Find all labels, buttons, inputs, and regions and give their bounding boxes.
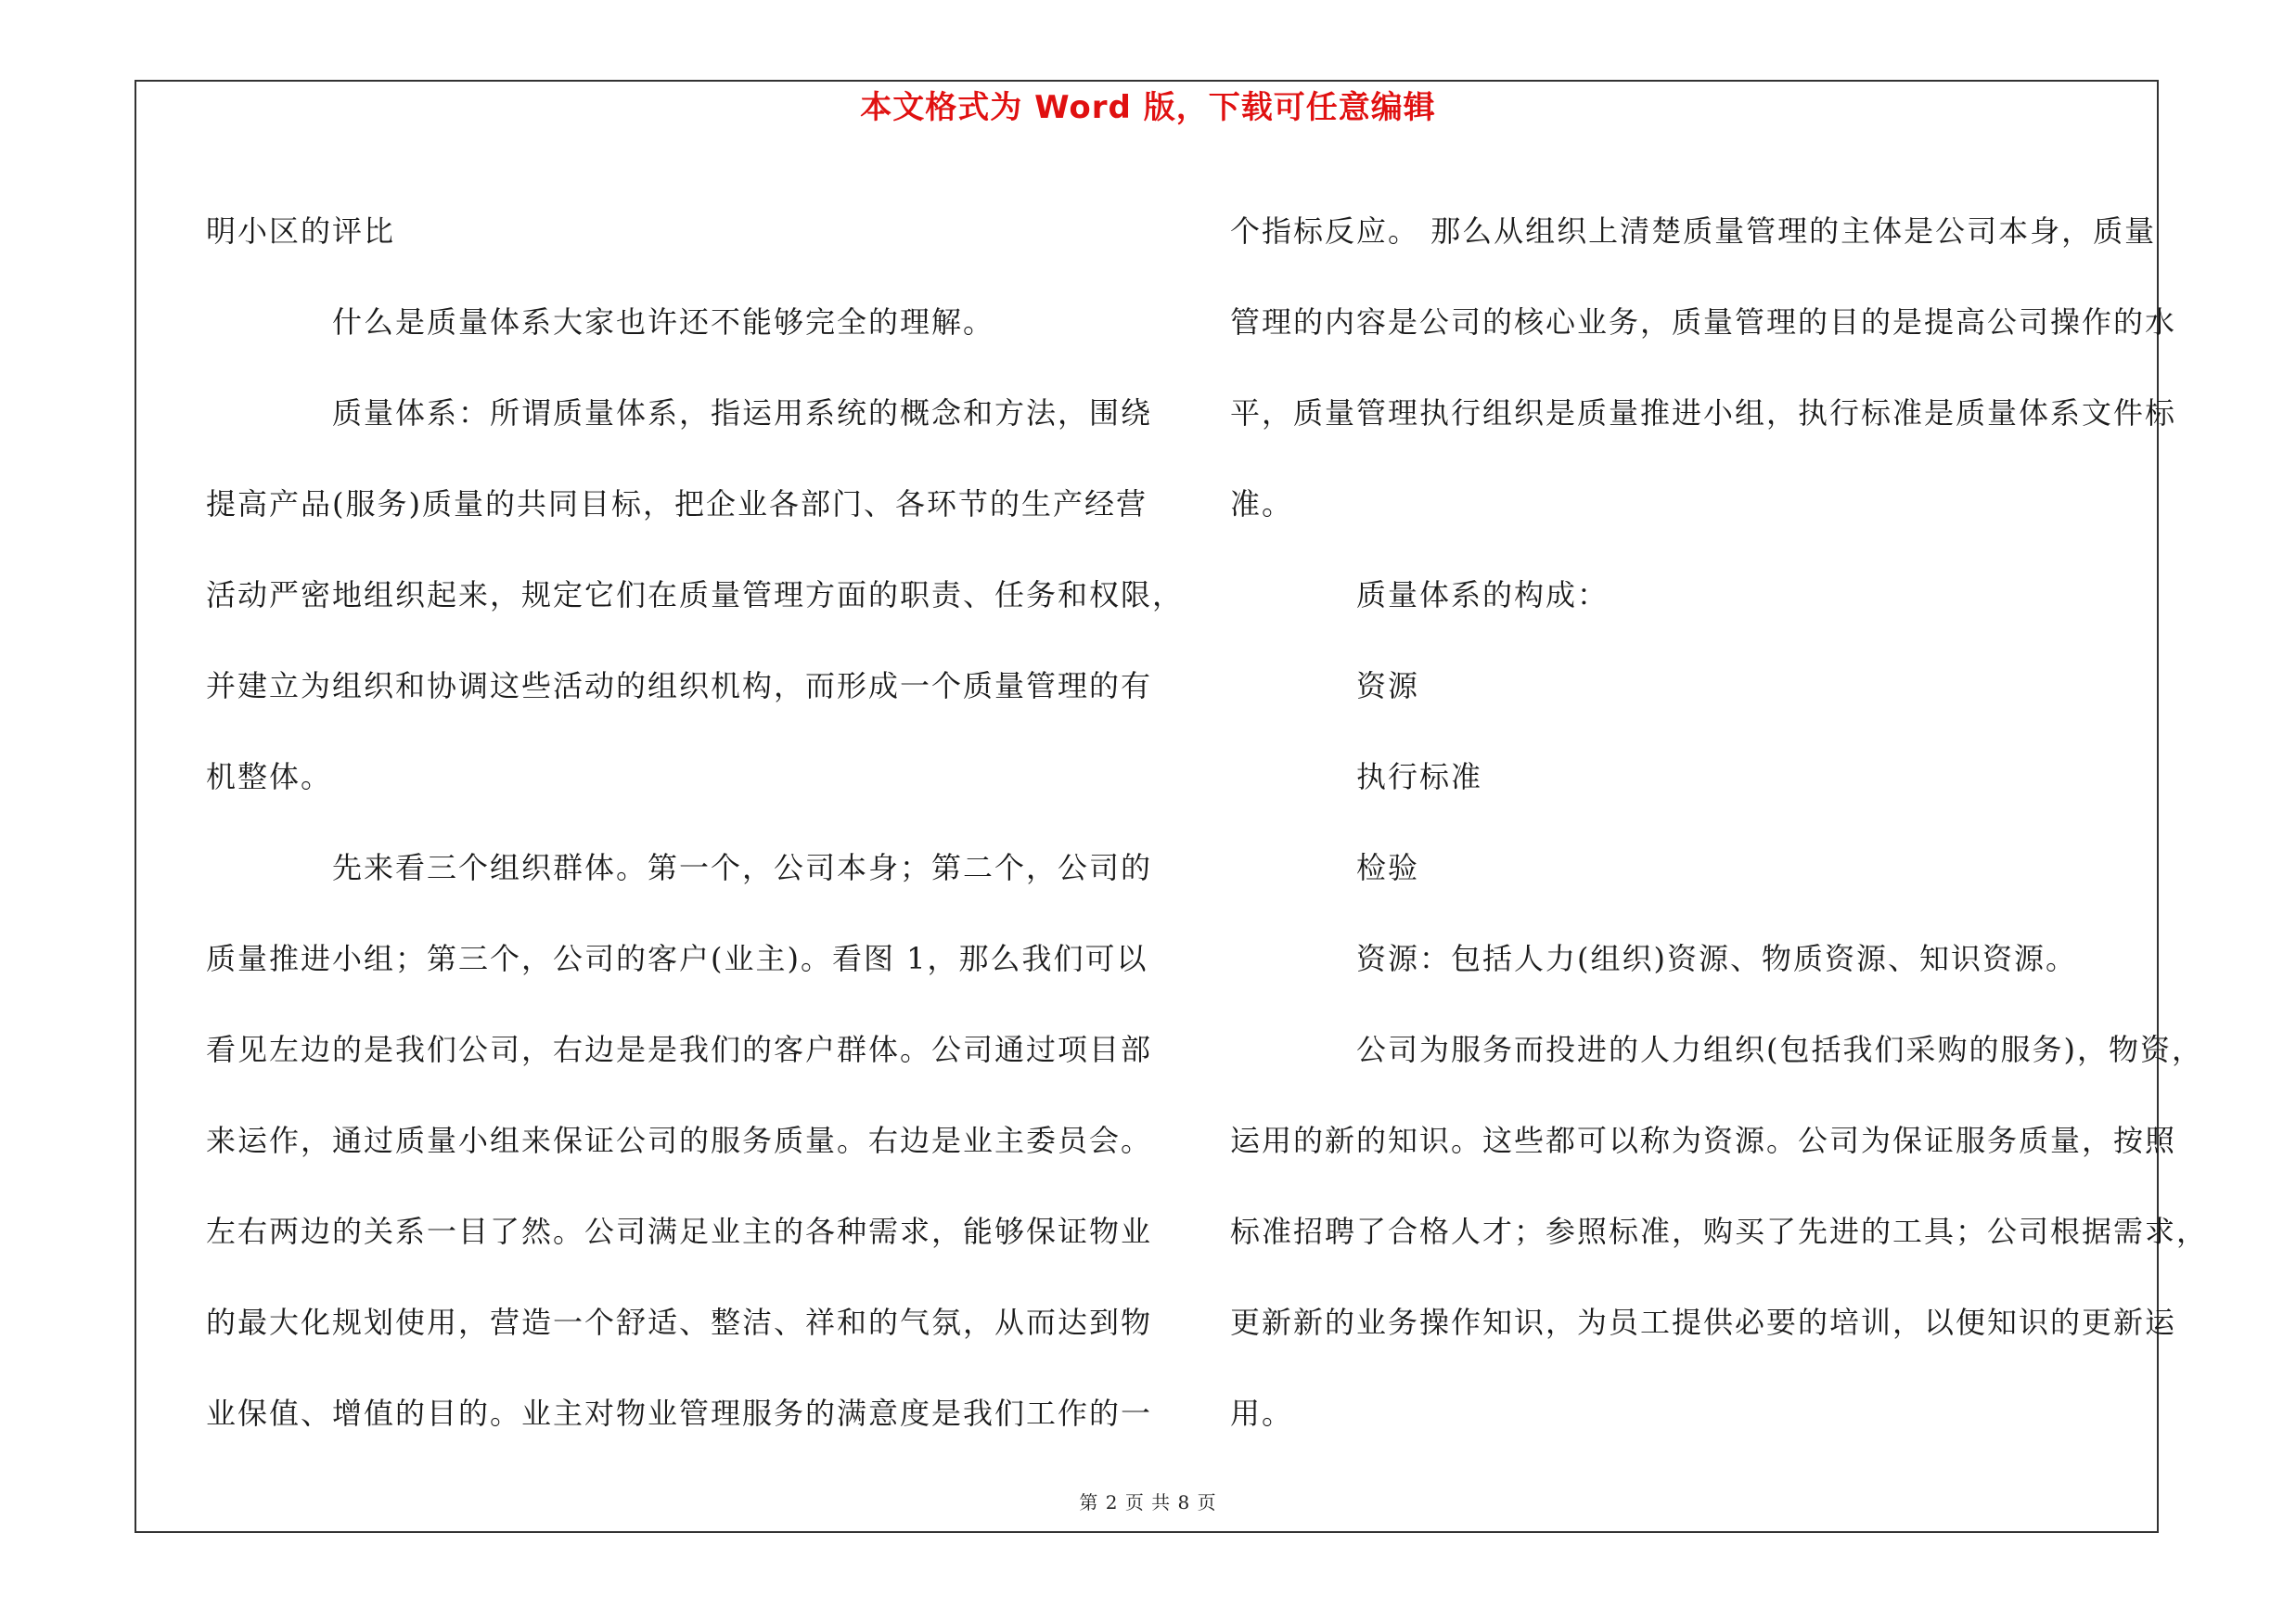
page-number-footer: 第 2 页 共 8 页 — [1079, 1491, 1217, 1514]
paragraph-line: 用。 — [1230, 1396, 1294, 1431]
paragraph-line: 准。 — [1230, 486, 1294, 522]
paragraph-line: 来运作，通过质量小组来保证公司的服务质量。右边是业主委员会。 — [206, 1123, 1153, 1158]
paragraph-line: 活动严密地组织起来，规定它们在质量管理方面的职责、任务和权限， — [206, 577, 1185, 612]
paragraph-line: 先来看三个组织群体。第一个，公司本身；第二个，公司的 — [332, 850, 1153, 885]
paragraph-line: 并建立为组织和协调这些活动的组织机构，而形成一个质量管理的有 — [206, 668, 1153, 703]
paragraph-line: 质量体系：所谓质量体系，指运用系统的概念和方法，围绕 — [332, 395, 1153, 431]
paragraph-line: 机整体。 — [206, 759, 333, 794]
paragraph-line: 个指标反应。 那么从组织上清楚质量管理的主体是公司本身，质量 — [1230, 213, 2157, 249]
paragraph-line: 资源：包括人力(组织)资源、物质资源、知识资源。 — [1356, 941, 2077, 976]
paragraph-line: 看见左边的是我们公司，右边是是我们的客户群体。公司通过项目部 — [206, 1032, 1153, 1067]
paragraph-line: 左右两边的关系一目了然。公司满足业主的各种需求，能够保证物业 — [206, 1214, 1153, 1249]
paragraph-line: 检验 — [1356, 850, 1420, 885]
paragraph-line: 什么是质量体系大家也许还不能够完全的理解。 — [332, 304, 995, 340]
document-header-notice: 本文格式为 Word 版，下载可任意编辑 — [860, 89, 1436, 126]
paragraph-line: 执行标准 — [1356, 759, 1483, 794]
paragraph-line: 公司为服务而投进的人力组织(包括我们采购的服务)，物资， — [1356, 1032, 2203, 1067]
paragraph-line: 提高产品(服务)质量的共同目标，把企业各部门、各环节的生产经营 — [206, 486, 1148, 522]
paragraph-line: 明小区的评比 — [206, 213, 396, 249]
paragraph-line: 的最大化规划使用，营造一个舒适、整洁、祥和的气氛，从而达到物 — [206, 1305, 1153, 1340]
right-text-column — [1230, 186, 2209, 1459]
paragraph-line: 管理的内容是公司的核心业务，质量管理的目的是提高公司操作的水 — [1230, 304, 2177, 340]
paragraph-line: 运用的新的知识。这些都可以称为资源。公司为保证服务质量，按照 — [1230, 1123, 2177, 1158]
paragraph-line: 标准招聘了合格人才；参照标准，购买了先进的工具；公司根据需求， — [1230, 1214, 2209, 1249]
paragraph-line: 资源 — [1356, 668, 1420, 703]
paragraph-line: 更新新的业务操作知识，为员工提供必要的培训，以便知识的更新运 — [1230, 1305, 2177, 1340]
paragraph-line: 质量体系的构成： — [1356, 577, 1610, 612]
left-text-column — [206, 186, 1185, 1459]
paragraph-line: 质量推进小组；第三个，公司的客户(业主)。看图 1，那么我们可以 — [206, 941, 1148, 976]
paragraph-line: 业保值、增值的目的。业主对物业管理服务的满意度是我们工作的一 — [206, 1396, 1153, 1431]
paragraph-line: 平，质量管理执行组织是质量推进小组，执行标准是质量体系文件标 — [1230, 395, 2177, 431]
